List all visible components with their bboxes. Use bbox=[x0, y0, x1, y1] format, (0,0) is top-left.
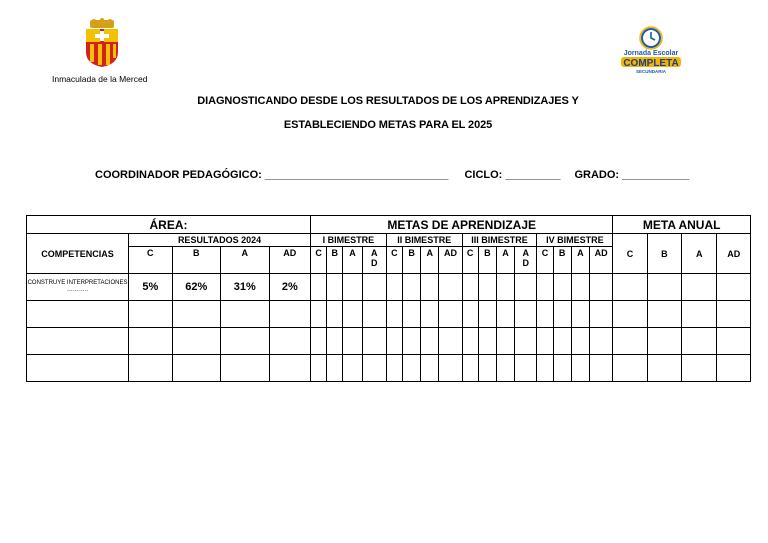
goal-cell[interactable] bbox=[311, 355, 327, 382]
ad-bottom: D bbox=[370, 258, 378, 268]
res-ad-header: AD bbox=[269, 247, 310, 274]
goal-cell[interactable] bbox=[589, 274, 612, 301]
goal-cell[interactable] bbox=[571, 301, 589, 328]
result-cell[interactable] bbox=[221, 355, 270, 382]
metas-header: METAS DE APRENDIZAJE bbox=[311, 216, 613, 234]
goal-cell[interactable] bbox=[462, 301, 478, 328]
goal-cell[interactable] bbox=[589, 328, 612, 355]
competencia-cell[interactable] bbox=[27, 328, 129, 355]
goal-cell[interactable] bbox=[478, 274, 496, 301]
result-cell[interactable] bbox=[129, 328, 172, 355]
goal-cell[interactable] bbox=[402, 328, 420, 355]
b3-a-header: A bbox=[496, 247, 514, 274]
bimestre-2-header: II BIMESTRE bbox=[386, 234, 462, 247]
result-a-value: 31% bbox=[221, 274, 270, 301]
result-cell[interactable] bbox=[129, 355, 172, 382]
b2-c-header: C bbox=[386, 247, 402, 274]
goal-cell[interactable] bbox=[571, 274, 589, 301]
anual-a-header: A bbox=[682, 234, 717, 274]
goal-cell[interactable] bbox=[478, 328, 496, 355]
goal-cell[interactable] bbox=[421, 301, 439, 328]
b4-ad-header: AD bbox=[589, 247, 612, 274]
goal-cell[interactable] bbox=[496, 301, 514, 328]
result-b-value: 62% bbox=[172, 274, 221, 301]
goal-cell[interactable] bbox=[682, 355, 717, 382]
goal-cell[interactable] bbox=[421, 274, 439, 301]
goal-cell[interactable] bbox=[343, 274, 362, 301]
anual-ad-header: AD bbox=[717, 234, 751, 274]
b1-a-header: A bbox=[343, 247, 362, 274]
goal-cell[interactable] bbox=[327, 301, 343, 328]
b2-a-header: A bbox=[421, 247, 439, 274]
b1-b-header: B bbox=[327, 247, 343, 274]
goal-cell[interactable] bbox=[515, 301, 537, 328]
b4-c-header: C bbox=[537, 247, 553, 274]
b3-b-header: B bbox=[478, 247, 496, 274]
badge-line2: COMPLETA bbox=[623, 58, 679, 69]
result-cell[interactable] bbox=[172, 301, 221, 328]
table-row bbox=[27, 274, 751, 301]
goal-cell[interactable] bbox=[496, 274, 514, 301]
goal-cell[interactable] bbox=[613, 301, 647, 328]
result-cell[interactable] bbox=[221, 301, 270, 328]
goal-cell[interactable] bbox=[571, 328, 589, 355]
goal-cell[interactable] bbox=[439, 328, 462, 355]
goal-cell[interactable] bbox=[589, 355, 612, 382]
goal-cell[interactable] bbox=[717, 355, 751, 382]
goal-cell[interactable] bbox=[647, 328, 681, 355]
grado-field[interactable]: GRADO: ___________ bbox=[574, 169, 690, 181]
b1-c-header: C bbox=[311, 247, 327, 274]
badge-line1: Jornada Escolar bbox=[623, 50, 679, 57]
goal-cell[interactable] bbox=[327, 355, 343, 382]
bimestre-4-header: IV BIMESTRE bbox=[537, 234, 613, 247]
goal-cell[interactable] bbox=[462, 274, 478, 301]
goal-cell[interactable] bbox=[362, 355, 386, 382]
goal-cell[interactable] bbox=[717, 328, 751, 355]
form-fields bbox=[95, 169, 689, 181]
ad-top: A bbox=[370, 248, 378, 258]
goal-cell[interactable] bbox=[682, 301, 717, 328]
competencia-cell[interactable] bbox=[27, 301, 129, 328]
result-ad-value: 2% bbox=[269, 274, 310, 301]
goal-cell[interactable] bbox=[496, 355, 514, 382]
ad-bottom: D bbox=[522, 258, 529, 268]
goal-cell[interactable] bbox=[439, 301, 462, 328]
b2-ad-header: AD bbox=[439, 247, 462, 274]
goal-cell[interactable] bbox=[682, 274, 717, 301]
goal-cell[interactable] bbox=[515, 355, 537, 382]
goal-cell[interactable] bbox=[402, 274, 420, 301]
document-title-line1: DIAGNOSTICANDO DESDE LOS RESULTADOS DE LOS APRENDIZAJES Y bbox=[197, 95, 579, 107]
result-cell[interactable] bbox=[269, 328, 310, 355]
goal-cell[interactable] bbox=[717, 301, 751, 328]
table-row bbox=[27, 355, 751, 382]
goal-cell[interactable] bbox=[362, 328, 386, 355]
goal-cell[interactable] bbox=[327, 274, 343, 301]
jornada-escolar-completa-badge bbox=[618, 26, 684, 74]
ad-top: A bbox=[522, 248, 529, 258]
table-row bbox=[27, 301, 751, 328]
result-cell[interactable] bbox=[129, 301, 172, 328]
goal-cell[interactable] bbox=[343, 301, 362, 328]
goal-cell[interactable] bbox=[553, 328, 571, 355]
goal-cell[interactable] bbox=[553, 301, 571, 328]
goal-cell[interactable] bbox=[613, 355, 647, 382]
goal-cell[interactable] bbox=[571, 355, 589, 382]
document-title-line2: ESTABLECIENDO METAS PARA EL 2025 bbox=[283, 119, 493, 131]
anual-c-header: C bbox=[613, 234, 647, 274]
goal-cell[interactable] bbox=[537, 274, 553, 301]
goal-cell[interactable] bbox=[421, 355, 439, 382]
res-b-header: B bbox=[172, 247, 221, 274]
goal-cell[interactable] bbox=[717, 274, 751, 301]
b4-a-header: A bbox=[571, 247, 589, 274]
competencia-cell: CONSTRUYE INTERPRETACIONES ……….. bbox=[27, 274, 129, 301]
goal-cell[interactable] bbox=[386, 355, 402, 382]
b3-c-header: C bbox=[462, 247, 478, 274]
bimestre-3-header: III BIMESTRE bbox=[462, 234, 537, 247]
goal-cell[interactable] bbox=[362, 274, 386, 301]
result-cell[interactable] bbox=[221, 328, 270, 355]
goal-cell[interactable] bbox=[386, 328, 402, 355]
goal-cell[interactable] bbox=[439, 274, 462, 301]
b1-ad-header bbox=[362, 247, 386, 274]
b3-ad-header bbox=[515, 247, 537, 274]
b4-b-header: B bbox=[553, 247, 571, 274]
res-c-header: C bbox=[129, 247, 172, 274]
goal-cell[interactable] bbox=[515, 328, 537, 355]
goal-cell[interactable] bbox=[478, 355, 496, 382]
goal-cell[interactable] bbox=[682, 328, 717, 355]
school-crest-logo bbox=[84, 18, 120, 68]
meta-anual-header: META ANUAL bbox=[613, 216, 751, 234]
goal-cell[interactable] bbox=[647, 301, 681, 328]
goal-cell[interactable] bbox=[327, 328, 343, 355]
goal-cell[interactable] bbox=[613, 274, 647, 301]
result-cell[interactable] bbox=[172, 328, 221, 355]
goal-cell[interactable] bbox=[553, 274, 571, 301]
badge-line3: SECUNDARIA bbox=[635, 69, 667, 74]
goal-cell[interactable] bbox=[613, 328, 647, 355]
competencias-header: COMPETENCIAS bbox=[27, 234, 129, 274]
goal-cell[interactable] bbox=[311, 274, 327, 301]
goal-cell[interactable] bbox=[343, 355, 362, 382]
goal-cell[interactable] bbox=[386, 274, 402, 301]
b2-b-header: B bbox=[402, 247, 420, 274]
result-cell[interactable] bbox=[172, 355, 221, 382]
ciclo-field[interactable]: CICLO: _________ bbox=[464, 169, 561, 181]
school-name: Inmaculada de la Merced bbox=[52, 74, 148, 84]
table-row bbox=[27, 328, 751, 355]
goal-cell[interactable] bbox=[496, 328, 514, 355]
goal-cell[interactable] bbox=[589, 301, 612, 328]
goal-cell[interactable] bbox=[311, 301, 327, 328]
resultados-header: RESULTADOS 2024 bbox=[129, 234, 311, 247]
goal-cell[interactable] bbox=[537, 355, 553, 382]
result-cell[interactable] bbox=[269, 355, 310, 382]
goal-cell[interactable] bbox=[439, 355, 462, 382]
goals-table bbox=[26, 215, 751, 382]
goal-cell[interactable] bbox=[386, 301, 402, 328]
goal-cell[interactable] bbox=[515, 274, 537, 301]
goal-cell[interactable] bbox=[402, 301, 420, 328]
goal-cell[interactable] bbox=[537, 328, 553, 355]
goal-cell[interactable] bbox=[647, 274, 681, 301]
goal-cell[interactable] bbox=[553, 355, 571, 382]
bimestre-1-header: I BIMESTRE bbox=[311, 234, 387, 247]
result-cell[interactable] bbox=[269, 301, 310, 328]
goal-cell[interactable] bbox=[402, 355, 420, 382]
area-header: ÁREA: bbox=[27, 216, 311, 234]
anual-b-header: B bbox=[647, 234, 681, 274]
goal-cell[interactable] bbox=[362, 301, 386, 328]
goal-cell[interactable] bbox=[647, 355, 681, 382]
goal-cell[interactable] bbox=[343, 328, 362, 355]
result-c-value: 5% bbox=[129, 274, 172, 301]
coordinator-field[interactable]: COORDINADOR PEDAGÓGICO: ______________________________ bbox=[95, 169, 449, 181]
goal-cell[interactable] bbox=[421, 328, 439, 355]
goal-cell[interactable] bbox=[478, 301, 496, 328]
res-a-header: A bbox=[221, 247, 270, 274]
competencia-cell[interactable] bbox=[27, 355, 129, 382]
goal-cell[interactable] bbox=[462, 355, 478, 382]
goal-cell[interactable] bbox=[311, 328, 327, 355]
goal-cell[interactable] bbox=[537, 301, 553, 328]
goal-cell[interactable] bbox=[462, 328, 478, 355]
